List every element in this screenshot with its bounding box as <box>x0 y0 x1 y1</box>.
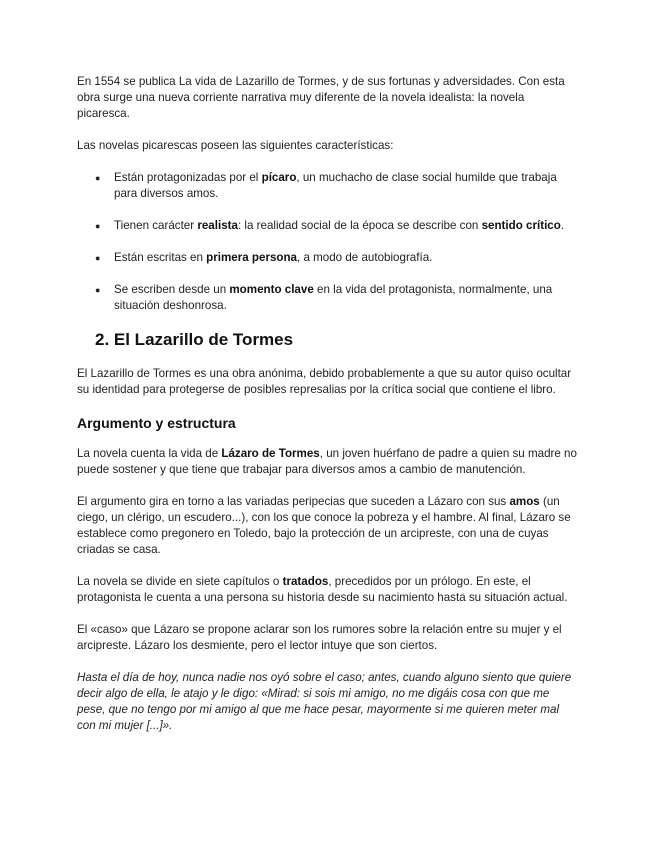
plot-paragraph-1: La novela cuenta la vida de Lázaro de Tormes, un joven huérfano de padre a quien su madre no puede sostener y que tiene que trabajar para diversos amos a cambio de manutención. <box>77 447 577 476</box>
plot-paragraph-3: La novela se divide en siete capítulos o tratados, precedidos por un prólogo. En este, el protagonista le cuenta a una persona su historia desde su nacimiento hasta su situación actual. <box>77 575 568 604</box>
quote-paragraph: Hasta el día de hoy, nunca nadie nos oyó sobre el caso; antes, cuando alguno siento que quiere decir algo de ella, le atajo y le digo: «Mirad: si sois mi amigo, no me digáis cosa con que me pese, que no tengo por mi amigo al que me hace pesar, mayormente si me quieren meter mal con mi mujer [...]». <box>77 671 572 732</box>
list-item: ● Están protagonizadas por el pícaro, un muchacho de clase social humilde que trabaja para diversos amos. <box>77 170 577 202</box>
section-heading: 2. El Lazarillo de Tormes <box>95 330 294 349</box>
list-item: ● Tienen carácter realista: la realidad social de la época se describe con sentido crítico. <box>77 218 577 234</box>
list-item: ● Se escriben desde un momento clave en la vida del protagonista, normalmente, una situación deshonrosa. <box>77 282 577 314</box>
features-list <box>77 170 577 314</box>
features-intro: Las novelas picarescas poseen las siguientes características: <box>77 139 394 152</box>
plot-paragraph-4: El «caso» que Lázaro se propone aclarar son los rumores sobre la relación entre su mujer y el arcipreste. Lázaro los desmiente, pero el lector intuye que son ciertos. <box>77 623 562 652</box>
document-page <box>77 74 577 750</box>
plot-paragraph-2: El argumento gira en torno a las variadas peripecias que suceden a Lázaro con sus amos (un ciego, un clérigo, un escudero...), con los que conoce la pobreza y el hambre. Al final, Lázaro se establece como pregonero en Toledo, bajo la protección de un arcipreste, con una de cuyas criadas se casa. <box>77 495 571 556</box>
intro-paragraph: En 1554 se publica La vida de Lazarillo de Tormes, y de sus fortunas y adversidades. Con esta obra surge una nueva corriente narrativa muy diferente de la novela idealista: la novela picaresca. <box>77 75 565 120</box>
section-paragraph: El Lazarillo de Tormes es una obra anónima, debido probablemente a que su autor quiso ocultar su identidad para protegerse de posibles represalias por la crítica social que contiene el libro. <box>77 367 572 396</box>
subsection-heading: Argumento y estructura <box>77 415 236 431</box>
list-item: ● Están escritas en primera persona, a modo de autobiografía. <box>77 250 577 266</box>
